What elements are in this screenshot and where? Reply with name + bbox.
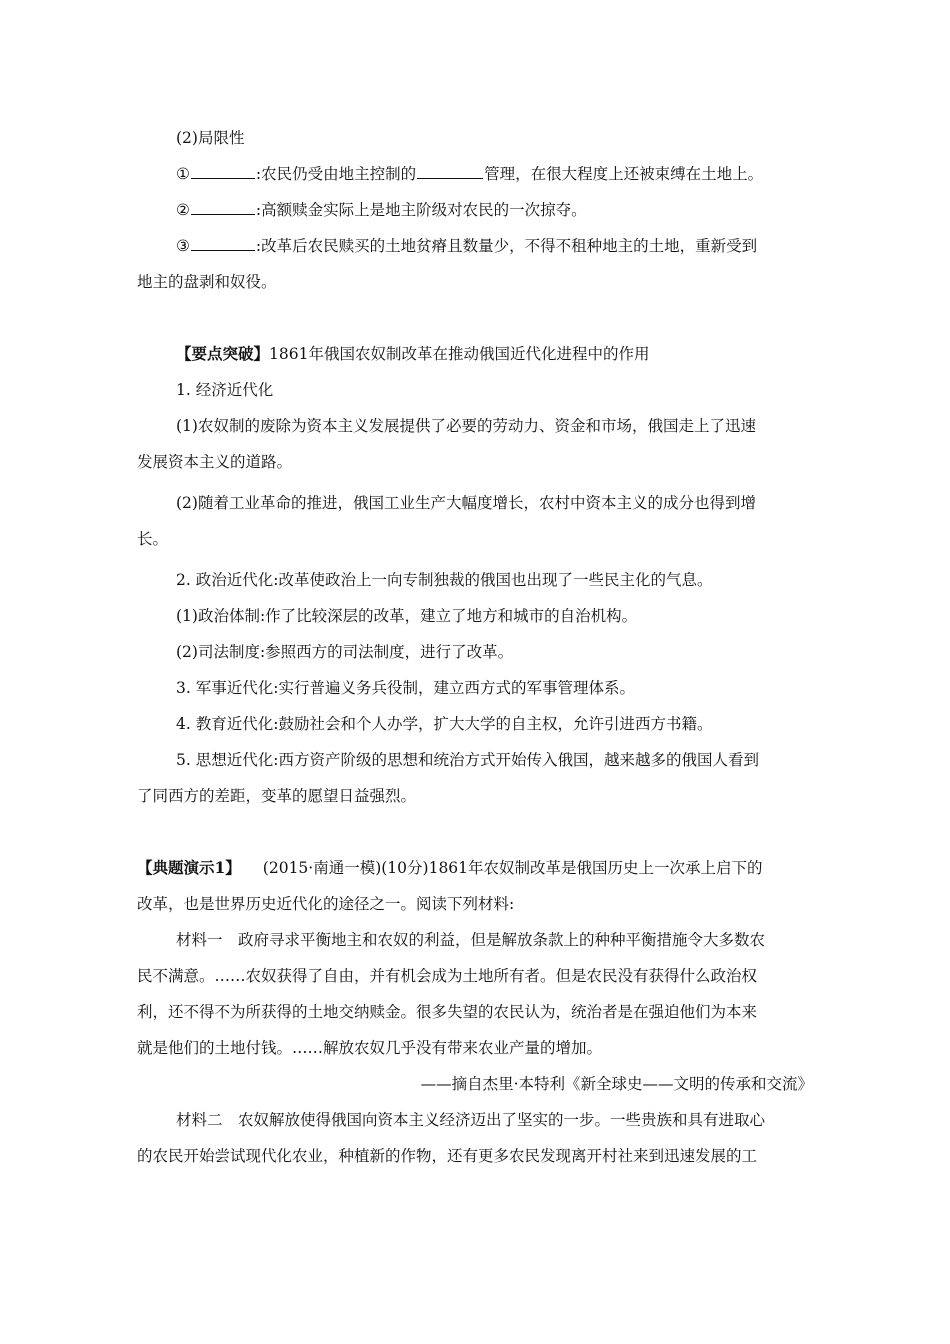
- point-1: 1. 经济近代化: [176, 381, 274, 399]
- point-4: 4. 教育近代化:鼓励社会和个人办学，扩大大学的自主权，允许引进西方书籍。: [176, 715, 713, 733]
- material-2-line-2: 的农民开始尝试现代化农业，种植新的作物，还有更多农民发现离开村社来到迅速发展的工: [137, 1147, 758, 1165]
- material-1-line-2: 民不满意。……农奴获得了自由，并有机会成为土地所有者。但是农民没有获得什么政治权: [137, 967, 758, 985]
- item-number: ②: [176, 201, 190, 219]
- example-intro-text: (2015·南通一模)(10分)1861年农奴制改革是俄国历史上一次承上启下的: [262, 859, 763, 877]
- material-1-line-1: 材料一 政府寻求平衡地主和农奴的利益，但是解放条款上的种种平衡措施令大多数农: [176, 931, 766, 949]
- point-2-2: (2)司法制度:参照西方的司法制度，进行了改革。: [176, 643, 514, 661]
- example-intro-cont: 改革，也是世界历史近代化的途径之一。阅读下列材料:: [137, 895, 515, 913]
- point-2-1: (1)政治体制:作了比较深层的改革，建立了地方和城市的自治机构。: [176, 607, 638, 625]
- point-3: 3. 军事近代化:实行普遍义务兵役制，建立西方式的军事管理体系。: [176, 679, 635, 697]
- example-intro: [137, 858, 763, 878]
- point-5-cont: 了同西方的差距，变革的愿望日益强烈。: [137, 787, 417, 805]
- limitation-item-3-cont: 地主的盘剥和奴役。: [137, 273, 277, 291]
- point-2: 2. 政治近代化:改革使政治上一向专制独裁的俄国也出现了一些民主化的气息。: [176, 571, 713, 589]
- section-label: 【要点突破】: [176, 344, 270, 363]
- point-1-1: (1)农奴制的废除为资本主义发展提供了必要的劳动力、资金和市场，俄国走上了迅速: [176, 417, 756, 435]
- point-1-2: (2)随着工业革命的推进，俄国工业生产大幅度增长，农村中资本主义的成分也得到增: [176, 494, 756, 512]
- limitation-item-2: [176, 200, 587, 220]
- item-number: ③: [176, 237, 190, 255]
- key-points-heading: [176, 344, 649, 364]
- limitation-item-3: [176, 236, 757, 256]
- item-text: :农民仍受由地主控制的: [255, 165, 417, 183]
- fill-blank: [191, 200, 255, 215]
- material-2-line-1: 材料二 农奴解放使得俄国向资本主义经济迈出了坚实的一步。一些贵族和具有进取心: [176, 1111, 766, 1129]
- limitations-heading: (2)局限性: [176, 129, 245, 147]
- fill-blank: [417, 164, 483, 179]
- item-number: ①: [176, 165, 190, 183]
- point-5: 5. 思想近代化:西方资产阶级的思想和统治方式开始传入俄国，越来越多的俄国人看到: [176, 751, 759, 769]
- section-title: 1861年俄国农奴制改革在推动俄国近代化进程中的作用: [269, 345, 650, 363]
- point-1-2-cont: 长。: [137, 530, 169, 548]
- fill-blank: [191, 236, 255, 251]
- item-text: :改革后农民赎买的土地贫瘠且数量少，不得不租种地主的土地，重新受到: [255, 237, 758, 255]
- material-1-line-3: 利，还不得不为所获得的土地交纳赎金。很多失望的农民认为，统治者是在强迫他们为本来: [137, 1003, 758, 1021]
- material-1-source: ——摘自杰里·本特利《新全球史——文明的传承和交流》: [420, 1075, 813, 1093]
- point-1-1-cont: 发展资本主义的道路。: [137, 453, 293, 471]
- section-label: 【典题演示1】: [137, 858, 241, 877]
- item-text: 管理，在很大程度上还被束缚在土地上。: [484, 165, 764, 183]
- fill-blank: [191, 164, 255, 179]
- material-1-line-4: 就是他们的土地付钱。……解放农奴几乎没有带来农业产量的增加。: [137, 1039, 603, 1057]
- item-text: :高额赎金实际上是地主阶级对农民的一次掠夺。: [255, 201, 587, 219]
- limitation-item-1: [176, 164, 763, 184]
